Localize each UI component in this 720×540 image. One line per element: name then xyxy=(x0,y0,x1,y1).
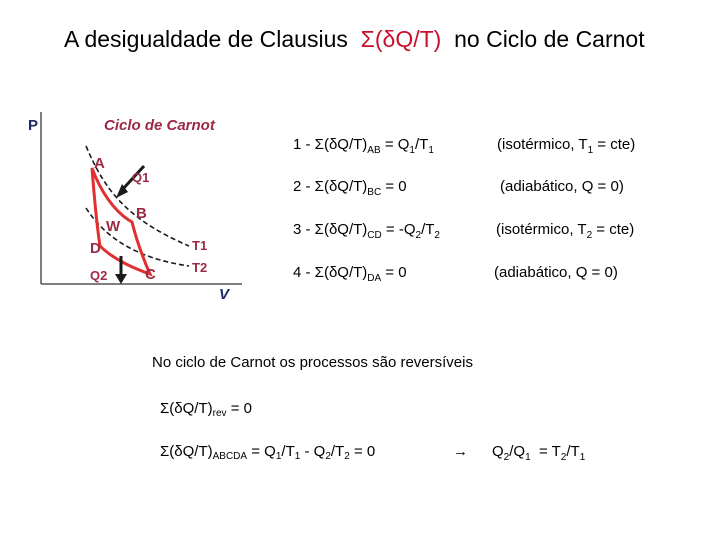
equation-3-note: (isotérmico, $T_2 = cte$) xyxy=(496,221,635,241)
q1-label: Q1 xyxy=(132,170,150,185)
title-prefix: A desigualdade de Clausius xyxy=(64,26,348,52)
q2-label: Q2 xyxy=(90,268,108,283)
equation-4-note: (adiabático, Q = 0) xyxy=(494,264,618,281)
work-w-label: W xyxy=(106,218,121,235)
equation-4: $4 - \Sigma(\delta Q/T)_{DA} = 0$ xyxy=(293,264,407,284)
p-axis-label: P xyxy=(28,117,39,134)
diagram-heading: Ciclo de Carnot xyxy=(104,117,215,134)
final-equation: $\Sigma(\delta Q/T)_{ABCDA} = Q_1/T_1 - Q_2/T_2 = 0$ xyxy=(160,443,376,462)
carnot-diagram xyxy=(24,108,246,300)
title-suffix: no Ciclo de Carnot xyxy=(454,26,645,52)
point-b-label: B xyxy=(136,205,147,222)
equation-3: $3 - \Sigma(\delta Q/T)_{CD} = -Q_2/T_2$ xyxy=(293,221,440,241)
t1-label: T1 xyxy=(192,238,208,253)
reversible-note: No ciclo de Carnot os processos são reversíveis xyxy=(152,354,473,371)
implies-arrow: → xyxy=(453,443,468,460)
equation-1: $1 - \Sigma(\delta Q/T)_{AB} = Q_1/T_1$ xyxy=(293,136,434,156)
equation-1-note: (isotérmico, $T_1 = cte$) xyxy=(497,136,636,156)
equation-2: $2 - \Sigma(\delta Q/T)_{BC} = 0$ xyxy=(293,178,407,198)
point-d-label: D xyxy=(90,240,101,257)
final-result: $Q_2/Q_1 = T_2/T_1$ xyxy=(492,443,586,463)
point-c-label: C xyxy=(145,266,156,283)
title-highlight: Σ(δQ/T) xyxy=(360,26,442,52)
equation-2-note: (adiabático, Q = 0) xyxy=(500,178,624,195)
q2-arrowhead xyxy=(115,274,127,284)
point-a-label: A xyxy=(94,155,105,172)
v-axis-label: V xyxy=(219,286,230,300)
page-title xyxy=(64,26,645,53)
t2-label: T2 xyxy=(192,260,208,275)
sum-rev-equation: $\Sigma(\delta Q/T)_{rev} = 0$ xyxy=(160,400,252,419)
